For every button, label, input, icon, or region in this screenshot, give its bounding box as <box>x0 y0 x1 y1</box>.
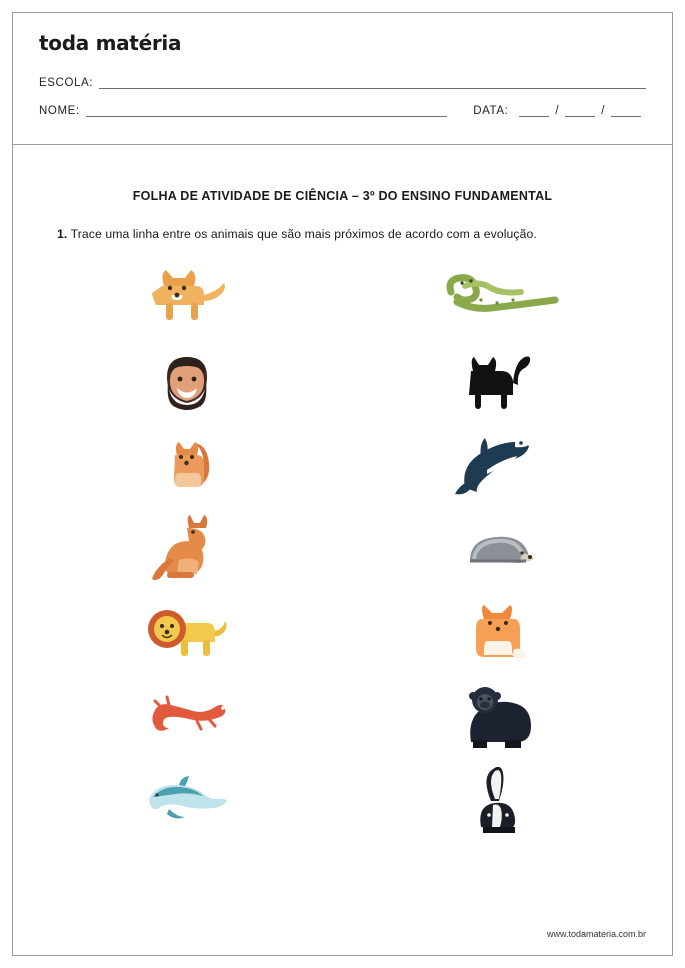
instruction-text: Trace uma linha entre os animais que são mais próximos de acordo com a evolução. <box>70 227 537 241</box>
animal-item-fox[interactable] <box>408 591 588 675</box>
animal-item-man-face[interactable] <box>97 339 277 423</box>
orca-icon <box>453 430 543 500</box>
escola-label: ESCOLA: <box>39 77 94 89</box>
hedgehog-icon <box>456 525 540 573</box>
dolphin-icon <box>143 775 231 827</box>
gorilla-icon <box>455 682 541 752</box>
right-animal-column <box>408 255 588 843</box>
left-animal-column <box>97 255 277 843</box>
animal-item-hedgehog[interactable] <box>408 507 588 591</box>
animal-item-dolphin[interactable] <box>97 759 277 843</box>
page-title: FOLHA DE ATIVIDADE DE CIÊNCIA – 3º DO ENSINO FUNDAMENTAL <box>132 189 553 203</box>
skunk-icon <box>461 767 535 835</box>
brand-logo: toda matéria <box>39 31 182 55</box>
question-number: 1. <box>57 227 68 241</box>
worksheet-page <box>12 12 673 956</box>
animal-item-gorilla[interactable] <box>408 675 588 759</box>
escola-field-row <box>39 77 646 89</box>
instruction-line <box>57 227 646 241</box>
animal-item-lion[interactable] <box>97 591 277 675</box>
escola-input-line[interactable] <box>99 78 646 89</box>
data-day-line[interactable] <box>519 106 549 117</box>
data-field-group <box>447 105 646 117</box>
fox-icon <box>466 601 530 665</box>
animal-item-squirrel[interactable] <box>97 423 277 507</box>
matching-columns <box>39 255 646 843</box>
footer-url[interactable]: www.todamateria.com.br <box>546 929 646 939</box>
animal-item-salamander[interactable] <box>97 675 277 759</box>
data-slash-2: / <box>601 105 605 117</box>
nome-data-field-row <box>39 105 646 117</box>
man-face-icon <box>155 349 219 413</box>
animal-item-snake[interactable] <box>408 255 588 339</box>
data-month-line[interactable] <box>565 106 595 117</box>
page-header <box>13 13 672 145</box>
animal-item-cat[interactable] <box>408 339 588 423</box>
cat-icon <box>459 349 537 413</box>
kangaroo-icon <box>149 514 225 584</box>
animal-item-dog[interactable] <box>97 255 277 339</box>
data-year-line[interactable] <box>611 106 641 117</box>
salamander-icon <box>145 691 229 743</box>
data-label: DATA: <box>473 105 509 117</box>
lion-icon <box>145 603 229 663</box>
nome-input-line[interactable] <box>86 106 448 117</box>
snake-icon <box>435 272 561 322</box>
data-slash-1: / <box>555 105 560 117</box>
worksheet-content <box>13 145 672 955</box>
animal-item-orca[interactable] <box>408 423 588 507</box>
nome-label: NOME: <box>39 105 80 117</box>
animal-item-skunk[interactable] <box>408 759 588 843</box>
squirrel-icon <box>157 433 217 497</box>
dog-icon <box>144 266 230 328</box>
animal-item-kangaroo[interactable] <box>97 507 277 591</box>
